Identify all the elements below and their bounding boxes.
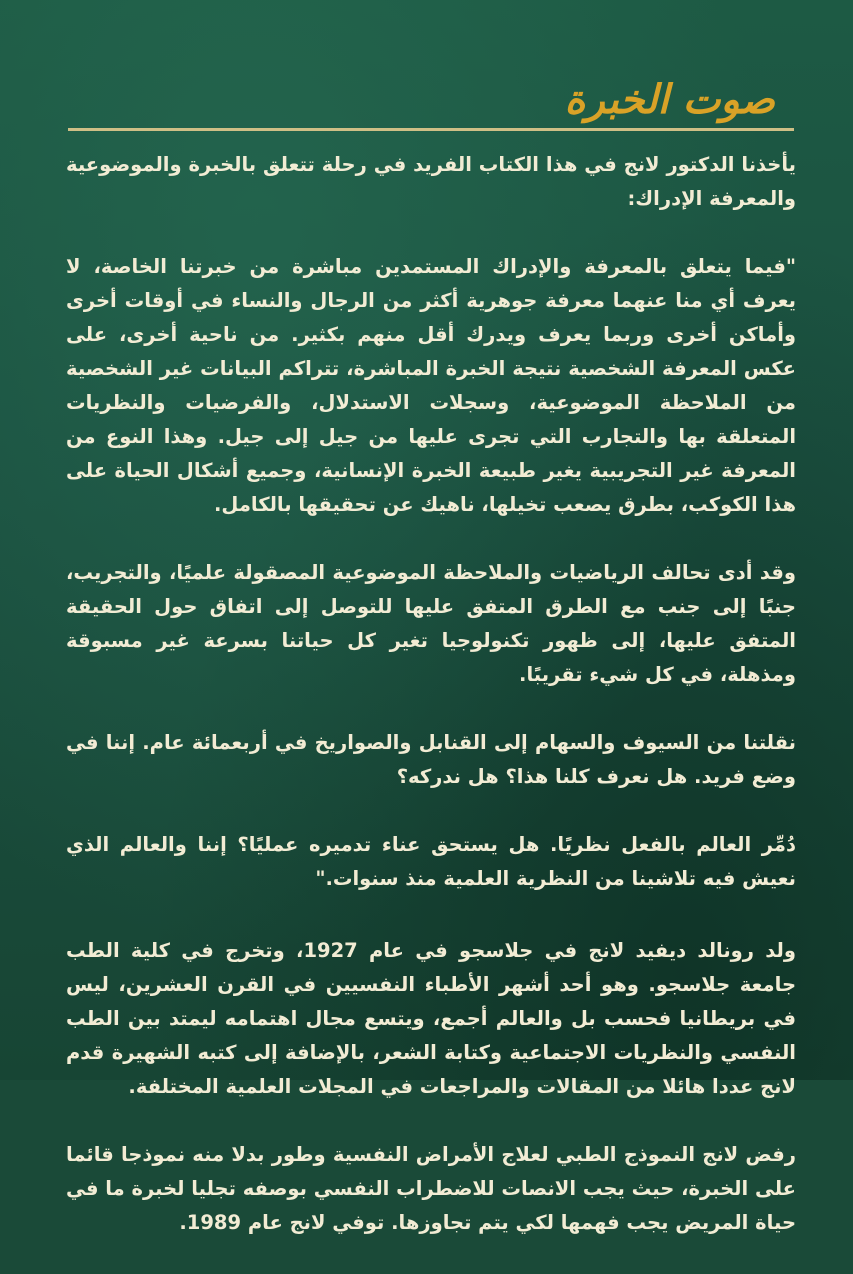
blurb-paragraph-intro: يأخذنا الدكتور لانج في هذا الكتاب الفريد في رحلة تتعلق بالخبرة والموضوعية والمعرفة الإدراك:: [66, 153, 796, 210]
blurb-paragraph-quote-4: دُمِّر العالم بالفعل نظريًا. هل يستحق عناء تدميره عمليًا؟ إننا والعالم الذي نعيش فيه تلاشينا من النظرية العلمية منذ سنوات.": [66, 833, 796, 890]
blurb-paragraph-legacy: رفض لانج النموذج الطبي لعلاج الأمراض النفسية وطور بدلا منه نموذجا قائما على الخبرة، حيث يجب الانصات للاضطراب النفسي بوصفه تجليا لخبرة ما في حياة المريض يجب فهمها لكي يتم تجاوزها. توفي لانج عام 1989.: [66, 1143, 796, 1234]
blurb-paragraph-quote-2: وقد أدى تحالف الرياضيات والملاحظة الموضوعية المصقولة علميًا، والتجريب، جنبًا إلى جنب مع الطرق المتفق عليها للتوصل إلى اتفاق حول الحقيقة المتفق عليها، إلى ظهور تكنولوجيا تغير كل حياتنا بسرعة غير مسبوقة ومذهلة، في كل شيء تقريبًا.: [66, 561, 796, 686]
blurb-paragraph-quote-1: "فيما يتعلق بالمعرفة والإدراك المستمدين مباشرة من خبرتنا الخاصة، لا يعرف أي منا عنهما معرفة جوهرية أكثر من الرجال والنساء في أوقات أخرى وأماكن أخرى وربما يعرف ويدرك أقل منهم بكثير. من ناحية أخرى، على عكس المعرفة الشخصية نتيجة الخبرة المباشرة، تتراكم البيانات غير الشخصية من الملاحظة الموضوعية، وسجلات الاستدلال، والفرضيات والنظريات المتعلقة بها والتجارب التي تجرى عليها من جيل إلى جيل. وهذا النوع من المعرفة غير التجريبية يغير طبيعة الخبرة الإنسانية، وجميع أشكال الحياة على هذا الكوكب، بطرق يصعب تخيلها، ناهيك عن تحقيقها بالكامل.: [66, 255, 796, 516]
cover-title: صوت الخبرة: [564, 76, 775, 123]
title-divider: [68, 128, 794, 131]
blurb-paragraph-quote-3: نقلتنا من السيوف والسهام إلى القنابل والصواريخ في أربعمائة عام. إننا في وضع فريد. هل نعرف كلنا هذا؟ هل ندركه؟: [66, 731, 796, 788]
blurb-paragraph-biography: ولد رونالد ديفيد لانج في جلاسجو في عام 1927، وتخرج في كلية الطب جامعة جلاسجو. وهو أحد أشهر الأطباء النفسيين في القرن العشرين، ليس في بريطانيا فحسب بل والعالم أجمع، ويتسع مجال اهتمامه ليمتد بين الطب النفسي والنظريات الاجتماعية وكتابة الشعر، بالإضافة إلى كتبه الشهيرة قدم لانج عددا هائلا من المقالات والمراجعات في المجلات العلمية المختلفة.: [66, 939, 796, 1098]
blurb-text: [66, 148, 796, 1274]
